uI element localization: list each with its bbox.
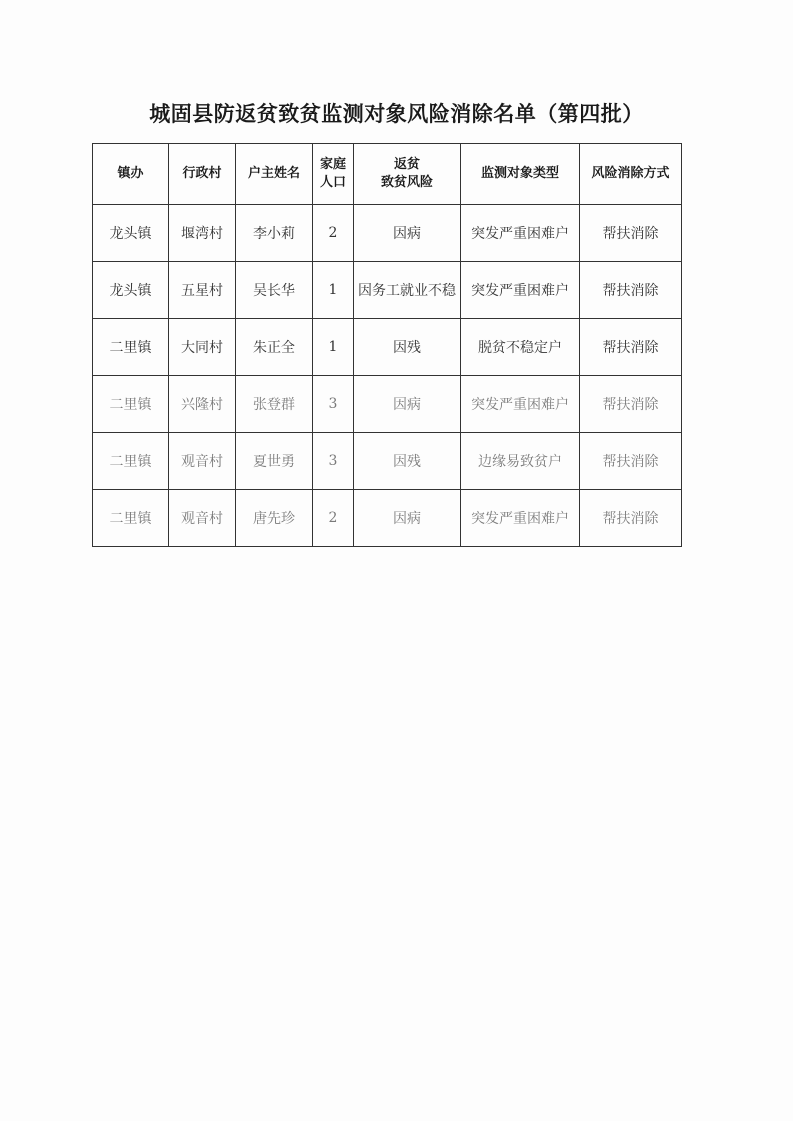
cell-household-size: 3 <box>313 376 354 433</box>
cell-town: 二里镇 <box>93 490 169 547</box>
cell-village: 观音村 <box>169 490 236 547</box>
header-household-size-line1: 家庭 <box>319 157 346 172</box>
cell-elimination-method: 帮扶消除 <box>580 490 682 547</box>
cell-head-name: 吴长华 <box>236 262 313 319</box>
table-row <box>93 376 682 433</box>
cell-monitor-type: 突发严重困难户 <box>461 262 580 319</box>
header-risk-line1: 返贫 <box>393 157 420 172</box>
cell-household-size: 3 <box>313 433 354 490</box>
cell-monitor-type: 边缘易致贫户 <box>461 433 580 490</box>
cell-head-name: 张登群 <box>236 376 313 433</box>
header-monitor-type: 监测对象类型 <box>461 144 580 205</box>
cell-town: 二里镇 <box>93 433 169 490</box>
table-row <box>93 490 682 547</box>
cell-risk: 因病 <box>354 205 461 262</box>
cell-town: 龙头镇 <box>93 262 169 319</box>
cell-village: 大同村 <box>169 319 236 376</box>
cell-elimination-method: 帮扶消除 <box>580 376 682 433</box>
cell-risk: 因病 <box>354 490 461 547</box>
table-row <box>93 262 682 319</box>
cell-monitor-type: 突发严重困难户 <box>461 205 580 262</box>
cell-village: 观音村 <box>169 433 236 490</box>
cell-village: 堰湾村 <box>169 205 236 262</box>
document-title: 城固县防返贫致贫监测对象风险消除名单（第四批） <box>149 101 644 126</box>
risk-elimination-table <box>92 143 682 547</box>
cell-risk: 因残 <box>354 433 461 490</box>
cell-elimination-method: 帮扶消除 <box>580 433 682 490</box>
cell-elimination-method: 帮扶消除 <box>580 262 682 319</box>
header-head-name: 户主姓名 <box>236 144 313 205</box>
cell-head-name: 夏世勇 <box>236 433 313 490</box>
header-household-size-line2: 人口 <box>319 175 346 190</box>
cell-household-size: 1 <box>313 319 354 376</box>
cell-town: 二里镇 <box>93 319 169 376</box>
header-village: 行政村 <box>169 144 236 205</box>
cell-risk: 因病 <box>354 376 461 433</box>
header-risk <box>354 144 461 205</box>
cell-household-size: 2 <box>313 205 354 262</box>
cell-elimination-method: 帮扶消除 <box>580 205 682 262</box>
table-row <box>93 319 682 376</box>
cell-risk: 因残 <box>354 319 461 376</box>
header-household-size <box>313 144 354 205</box>
cell-town: 二里镇 <box>93 376 169 433</box>
cell-monitor-type: 突发严重困难户 <box>461 490 580 547</box>
header-town: 镇办 <box>93 144 169 205</box>
table-header-row <box>93 144 682 205</box>
cell-village: 兴隆村 <box>169 376 236 433</box>
cell-head-name: 李小莉 <box>236 205 313 262</box>
cell-village: 五星村 <box>169 262 236 319</box>
cell-monitor-type: 突发严重困难户 <box>461 376 580 433</box>
cell-household-size: 2 <box>313 490 354 547</box>
cell-household-size: 1 <box>313 262 354 319</box>
table-row <box>93 205 682 262</box>
cell-elimination-method: 帮扶消除 <box>580 319 682 376</box>
table-row <box>93 433 682 490</box>
cell-head-name: 唐先珍 <box>236 490 313 547</box>
cell-monitor-type: 脱贫不稳定户 <box>461 319 580 376</box>
cell-head-name: 朱正全 <box>236 319 313 376</box>
header-elimination-method: 风险消除方式 <box>580 144 682 205</box>
cell-risk: 因务工就业不稳 <box>354 262 461 319</box>
header-risk-line2: 致贫风险 <box>380 175 433 190</box>
cell-town: 龙头镇 <box>93 205 169 262</box>
